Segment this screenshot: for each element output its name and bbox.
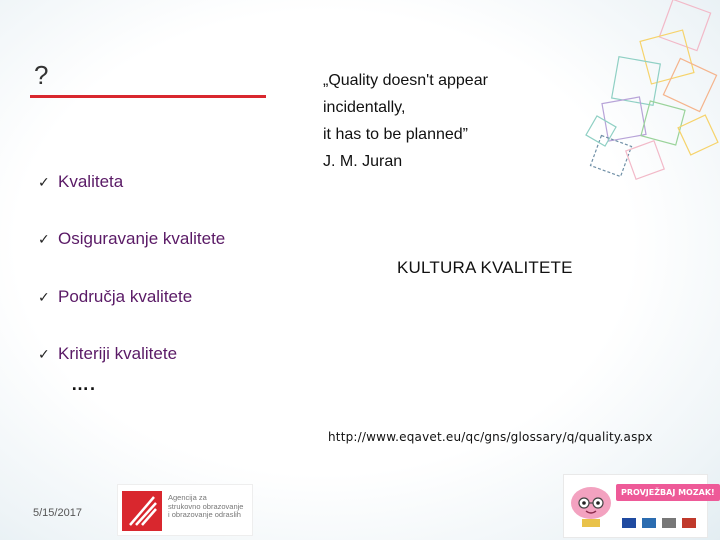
check-icon: ✓ — [38, 290, 50, 306]
check-icon: ✓ — [38, 175, 50, 191]
agency-logo-mark — [122, 491, 162, 531]
agency-name-line: i obrazovanje odraslih — [168, 510, 241, 519]
check-icon: ✓ — [38, 232, 50, 248]
bullet-item — [38, 344, 177, 364]
funding-logos — [622, 517, 702, 529]
agency-name — [168, 494, 250, 520]
title-underline — [30, 95, 266, 98]
agency-logo — [117, 484, 253, 536]
ellipsis: …. — [71, 374, 97, 394]
bullet-label: Kriteriji kvalitete — [58, 344, 178, 363]
check-icon: ✓ — [38, 347, 50, 363]
slide-date: 5/15/2017 — [33, 507, 82, 519]
source-link[interactable]: http://www.eqavet.eu/qc/gns/glossary/q/quality.aspx — [328, 430, 653, 444]
brain-banner — [563, 474, 715, 538]
bullet-label: Područja kvalitete — [58, 287, 193, 306]
bullet-label: Osiguravanje kvalitete — [58, 229, 226, 248]
quote-author: J. M. Juran — [323, 153, 403, 170]
slide-title: ? — [34, 60, 49, 90]
quote-line: it has to be planned” — [323, 126, 468, 143]
squares-decoration — [575, 0, 720, 200]
agency-name-line: strukovno obrazovanje — [168, 501, 244, 511]
quote-line: „Quality doesn't appear — [323, 72, 488, 89]
bullet-item — [38, 287, 192, 307]
brain-icon — [568, 483, 614, 529]
bullet-item — [38, 172, 123, 192]
kultura-kvalitete-text: KULTURA KVALITETE — [397, 258, 573, 277]
quote-line: incidentally, — [323, 99, 406, 116]
agency-name-line: Agencija za — [168, 493, 207, 502]
bullet-label: Kvaliteta — [58, 172, 124, 191]
juran-quote — [323, 67, 488, 175]
banner-tag: PROVJEŽBAJ MOZAK! — [616, 484, 720, 501]
bullet-item — [38, 229, 225, 249]
